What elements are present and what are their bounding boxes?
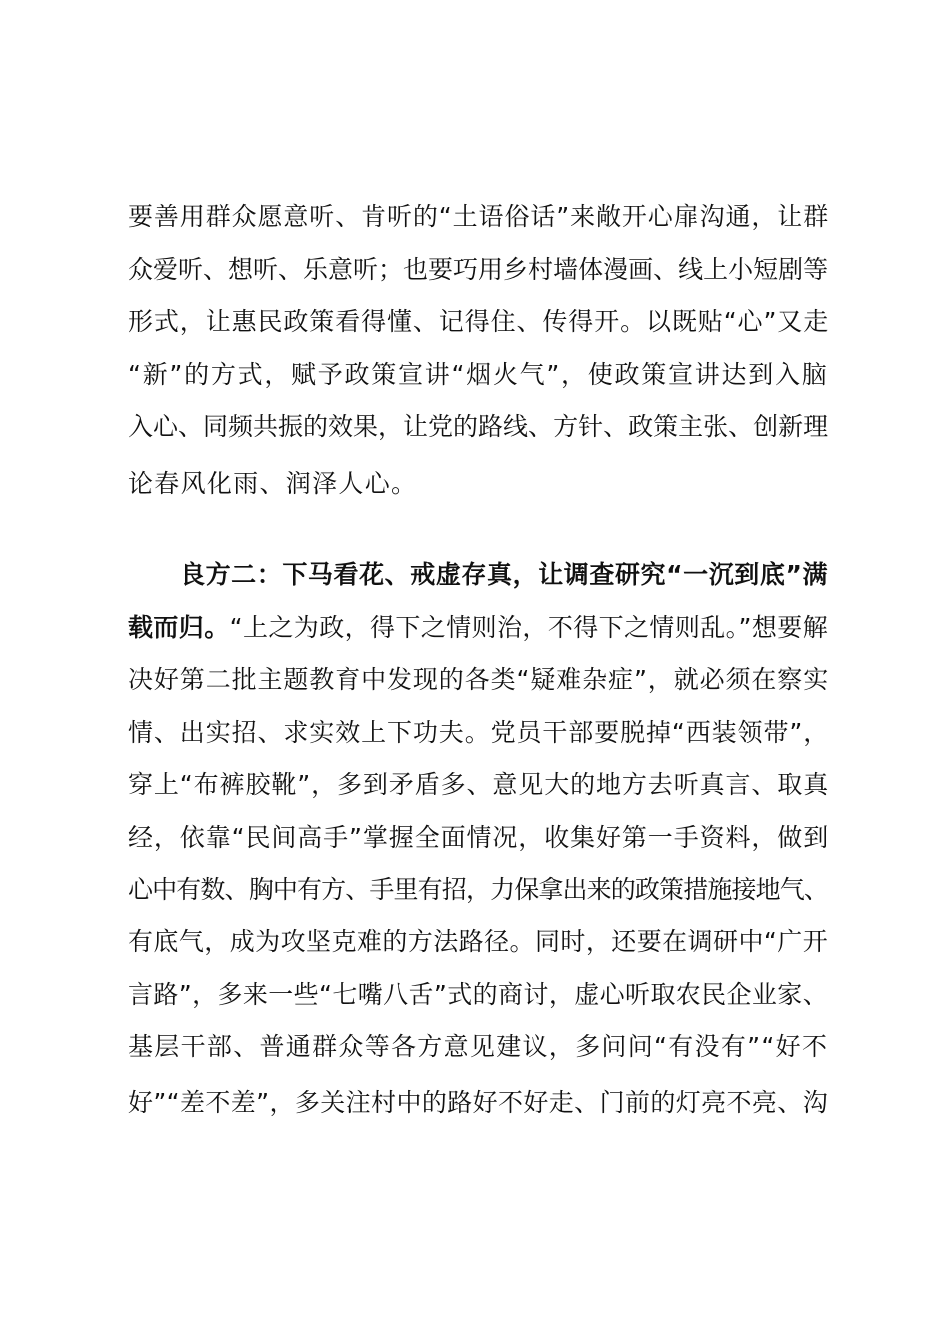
paragraph-2-line-7: 心中有数、胸中有方、手里有招，力保拿出来的政策措施接地气、 [128,875,828,904]
paragraph-1-line-6: 论春风化雨、润泽人心。 [128,469,418,498]
paragraph-2-line-2 [128,608,828,648]
paragraph-1-line-4: “新”的方式，赋予政策宣讲“烟火气”，使政策宣讲达到入脑 [128,360,828,389]
paragraph-1-line-5: 入心、同频共振的效果，让党的路线、方针、政策主张、创新理 [128,412,828,441]
paragraph-2-line-4: 情、出实招、求实效上下功夫。党员干部要脱掉“西装领带”， [128,718,830,747]
paragraph-1-line-2: 众爱听、想听、乐意听；也要巧用乡村墙体漫画、线上小短剧等 [128,255,828,284]
paragraph-2-line-8: 有底气，成为攻坚克难的方法路径。同时，还要在调研中“广开 [128,927,828,956]
paragraph-1-line-1: 要善用群众愿意听、肯听的“土语俗话”来敞开心扉沟通，让群 [128,202,830,231]
paragraph-2-heading-line: 良方二：下马看花、戒虚存真，让调查研究“一沉到底”满 [180,560,828,589]
paragraph-2-line-6: 经，依靠“民间高手”掌握全面情况，收集好第一手资料，做到 [128,823,830,852]
paragraph-2-line-11: 好”“差不差”，多关注村中的路好不好走、门前的灯亮不亮、沟 [128,1088,828,1117]
paragraph-2-line-3: 决好第二批主题教育中发现的各类“疑难杂症”，就必须在察实 [128,665,830,694]
paragraph-2-line-10: 基层干部、普通群众等各方意见建议，多问问“有没有”“好不 [128,1032,829,1061]
paragraph-1-line-3: 形式，让惠民政策看得懂、记得住、传得开。以既贴“心”又走 [128,307,830,336]
paragraph-2-line-5: 穿上“布裤胶靴”，多到矛盾多、意见大的地方去听真言、取真 [128,770,830,799]
paragraph-2-heading-end: 载而归。 [128,613,230,642]
paragraph-2-quote: “上之为政，得下之情则治，不得下之情则乱。”想要解 [229,613,829,642]
paragraph-2-line-9: 言路”，多来一些“七嘴八舌”式的商讨，虚心听取农民企业家、 [128,980,828,1009]
